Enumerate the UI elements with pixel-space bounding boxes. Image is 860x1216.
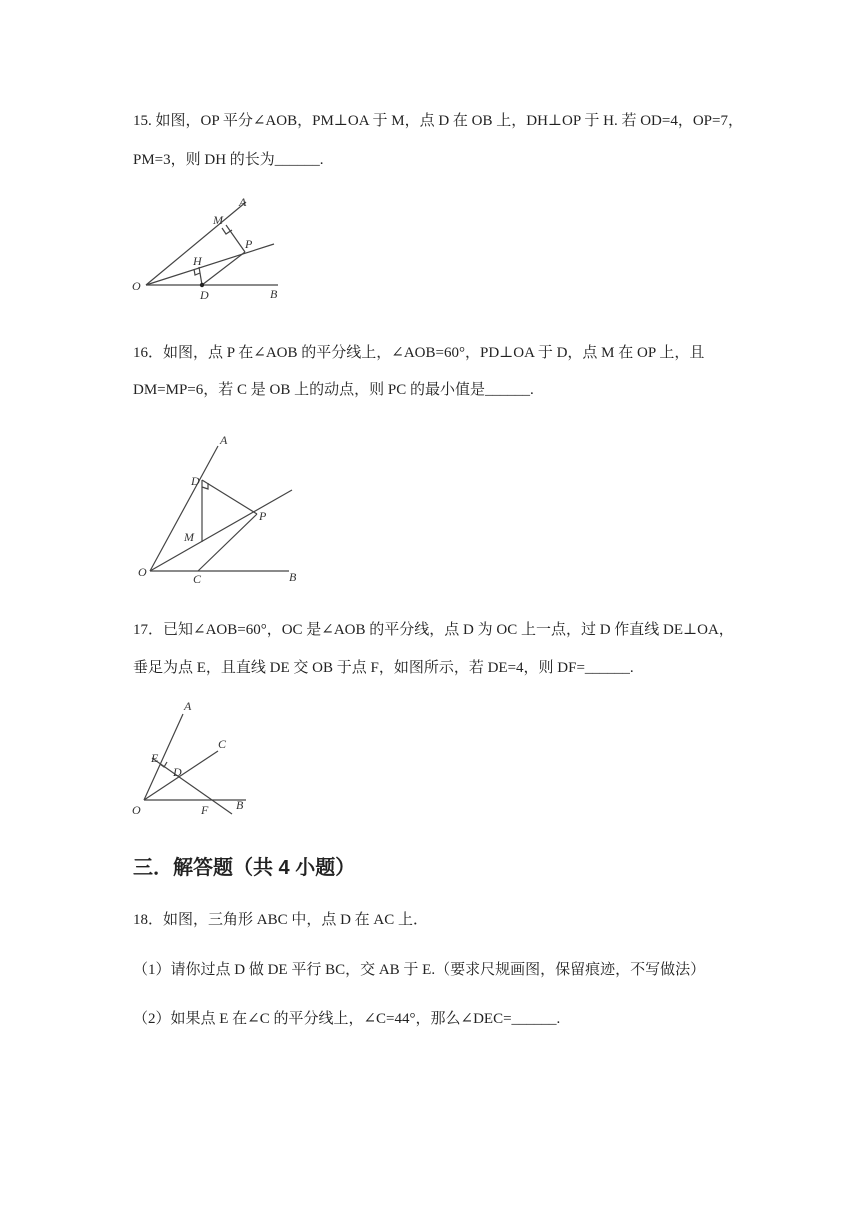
q15-label-A: A: [239, 195, 247, 209]
q17-figure: [128, 696, 258, 821]
q17-label-F: F: [201, 803, 209, 817]
q18-line3: （2）如果点 E 在∠C 的平分线上，∠C=44°，那么∠DEC=______.: [133, 1011, 561, 1027]
q17-label-E: E: [151, 751, 159, 765]
q15-line2: PM=3，则 DH 的长为______.: [133, 152, 324, 168]
q15-label-P: P: [245, 237, 253, 251]
q16-label-O: O: [138, 565, 147, 579]
q17-label-C: C: [218, 737, 227, 751]
q16-line2: DM=MP=6，若 C 是 OB 上的动点，则 PC 的最小值是______.: [133, 382, 534, 398]
q17-line2: 垂足为点 E，且直线 DE 交 OB 于点 F，如图所示，若 DE=4，则 DF=______.: [133, 660, 634, 676]
q15-label-M: M: [213, 213, 223, 227]
q17-label-D: D: [173, 765, 182, 779]
q16-line1: 16．如图，点 P 在∠AOB 的平分线上，∠AOB=60°，PD⊥OA 于 D，点 M 在 OP 上，且: [133, 345, 705, 361]
q16-label-M: M: [184, 530, 194, 544]
q16-figure: [132, 428, 307, 588]
section-heading: 三．解答题（共 4 小题）: [133, 857, 356, 879]
q18-line1: 18．如图，三角形 ABC 中，点 D 在 AC 上．: [133, 912, 429, 928]
q18-line2: （1）请你过点 D 做 DE 平行 BC，交 AB 于 E.（要求尺规画图，保留痕迹，不写做法）: [133, 962, 706, 978]
q16-label-B: B: [289, 570, 297, 584]
q15-figure: [128, 190, 288, 305]
q15-label-B: B: [270, 287, 278, 301]
q17-label-A: A: [184, 699, 192, 713]
q15-line1: 15. 如图，OP 平分∠AOB，PM⊥OA 于 M，点 D 在 OB 上，DH⊥OP 于 H. 若 OD=4，OP=7，: [133, 113, 743, 129]
q16-label-D: D: [191, 474, 200, 488]
q16-label-P: P: [259, 509, 267, 523]
q17-label-O: O: [132, 803, 141, 817]
q15-label-D: D: [200, 288, 209, 302]
q16-label-C: C: [193, 572, 202, 586]
q16-label-A: A: [220, 433, 228, 447]
q17-line1: 17．已知∠AOB=60°，OC 是∠AOB 的平分线，点 D 为 OC 上一点，过 D 作直线 DE⊥OA，: [133, 622, 734, 638]
q15-label-O: O: [132, 279, 141, 293]
q17-label-B: B: [236, 798, 244, 812]
q15-label-H: H: [193, 254, 202, 268]
